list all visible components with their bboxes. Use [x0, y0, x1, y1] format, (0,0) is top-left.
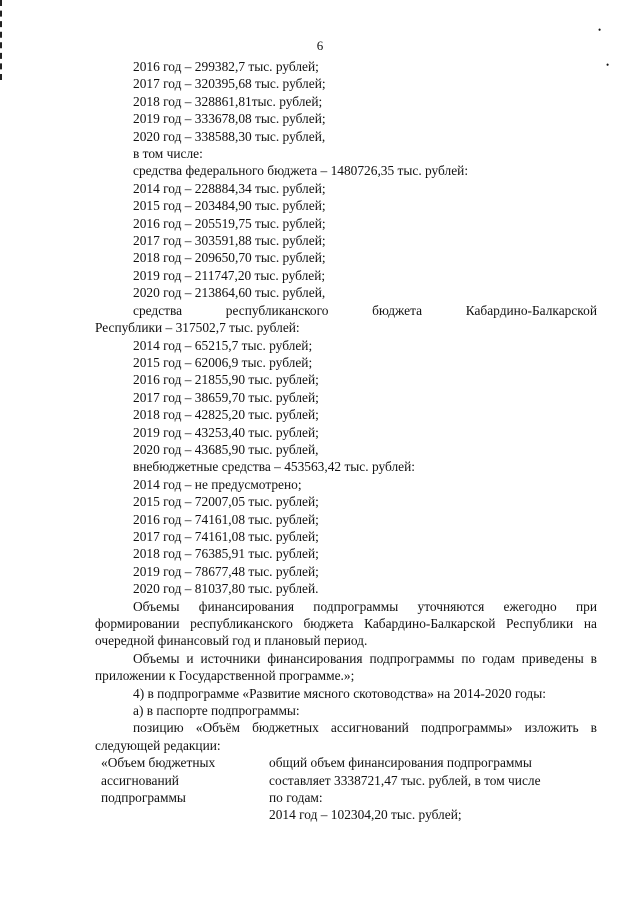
- text-line: 2018 год – 76385,91 тыс. рублей;: [133, 546, 319, 562]
- passport-table-label-column: [95, 754, 269, 824]
- text-line: 2016 год – 74161,08 тыс. рублей;: [133, 511, 319, 527]
- text-line: 2020 год – 43685,90 тыс. рублей,: [133, 441, 319, 457]
- text-line: 2014 год – не предусмотрено;: [133, 476, 302, 492]
- table-label-line: ассигнований: [101, 772, 179, 788]
- text-line: в том числе:: [133, 146, 203, 162]
- document-body: [95, 58, 597, 824]
- text-line: 2017 год – 320395,68 тыс. рублей;: [133, 76, 326, 92]
- text-line: 2020 год – 81037,80 тыс. рублей.: [133, 581, 319, 597]
- text-line: 2019 год – 78677,48 тыс. рублей;: [133, 563, 319, 579]
- table-value-line: общий объем финансирования подпрограммы: [269, 755, 532, 771]
- text-line: 2020 год – 213864,60 тыс. рублей,: [133, 285, 326, 301]
- subsection-lines: [95, 702, 597, 719]
- text-line: 2019 год – 333678,08 тыс. рублей;: [133, 111, 326, 127]
- table-value-line: 2014 год – 102304,20 тыс. рублей;: [269, 807, 462, 823]
- text-line: 2016 год – 205519,75 тыс. рублей;: [133, 215, 326, 231]
- scan-dot-mark: •: [598, 25, 602, 35]
- text-line: внебюджетные средства – 453563,42 тыс. рублей:: [133, 459, 415, 475]
- text-line: 2018 год – 328861,81тыс. рублей;: [133, 93, 323, 109]
- text-line: 2019 год – 211747,20 тыс. рублей;: [133, 267, 326, 283]
- scan-dot-mark: •: [606, 60, 610, 70]
- text-line: 2015 год – 203484,90 тыс. рублей;: [133, 198, 326, 214]
- text-line: 2014 год – 228884,34 тыс. рублей;: [133, 180, 326, 196]
- text-line: 2017 год – 74161,08 тыс. рублей;: [133, 528, 319, 544]
- table-value-line: по годам:: [269, 790, 323, 806]
- paragraphs: [95, 598, 597, 702]
- text-line: Республики – 317502,7 тыс. рублей:: [95, 320, 300, 336]
- paragraph: 4) в подпрограмме «Развитие мясного скотоводства» на 2014-2020 годы:: [133, 685, 546, 701]
- text-line: 2018 год – 42825,20 тыс. рублей;: [133, 407, 319, 423]
- text-line: средства федерального бюджета – 1480726,35 тыс. рублей:: [133, 163, 469, 179]
- page-number: 6: [316, 38, 324, 53]
- text-line: 2020 год – 338588,30 тыс. рублей,: [133, 128, 326, 144]
- funding-lines: [95, 58, 597, 598]
- text-line: 2018 год – 209650,70 тыс. рублей;: [133, 250, 326, 266]
- text-line: 2014 год – 65215,7 тыс. рублей;: [133, 337, 313, 353]
- table-value-line: составляет 3338721,47 тыс. рублей, в том числе: [269, 772, 541, 788]
- paragraph: Объемы финансирования подпрограммы уточняются ежегодно при формировании республиканского бюджета Кабардино-Балкарской Республики на очередной финансовый год и плановый период.: [95, 598, 597, 649]
- text-line: 2017 год – 303591,88 тыс. рублей;: [133, 233, 326, 249]
- paragraph-last: позицию «Объём бюджетных ассигнований подпрограммы» изложить в следующей редакции:: [95, 720, 597, 753]
- text-line: 2015 год – 72007,05 тыс. рублей;: [133, 494, 319, 510]
- text-line: 2016 год – 21855,90 тыс. рублей;: [133, 372, 319, 388]
- paragraph: Объемы и источники финансирования подпрограммы по годам приведены в приложении к Государственной программе.»;: [95, 650, 597, 684]
- text-line: 2015 год – 62006,9 тыс. рублей;: [133, 354, 313, 370]
- passport-table: [95, 754, 597, 824]
- table-label-line: «Объем бюджетных: [101, 755, 216, 771]
- table-label-line: подпрограммы: [101, 790, 186, 806]
- text-line: средства республиканского бюджета Кабардино-Балкарской: [133, 302, 597, 318]
- text-line: 2016 год – 299382,7 тыс. рублей;: [133, 59, 319, 74]
- text-line: а) в паспорте подпрограммы:: [133, 703, 300, 719]
- passport-table-value-column: [269, 754, 597, 824]
- text-line: 2017 год – 38659,70 тыс. рублей;: [133, 389, 319, 405]
- text-line: 2019 год – 43253,40 тыс. рублей;: [133, 424, 319, 440]
